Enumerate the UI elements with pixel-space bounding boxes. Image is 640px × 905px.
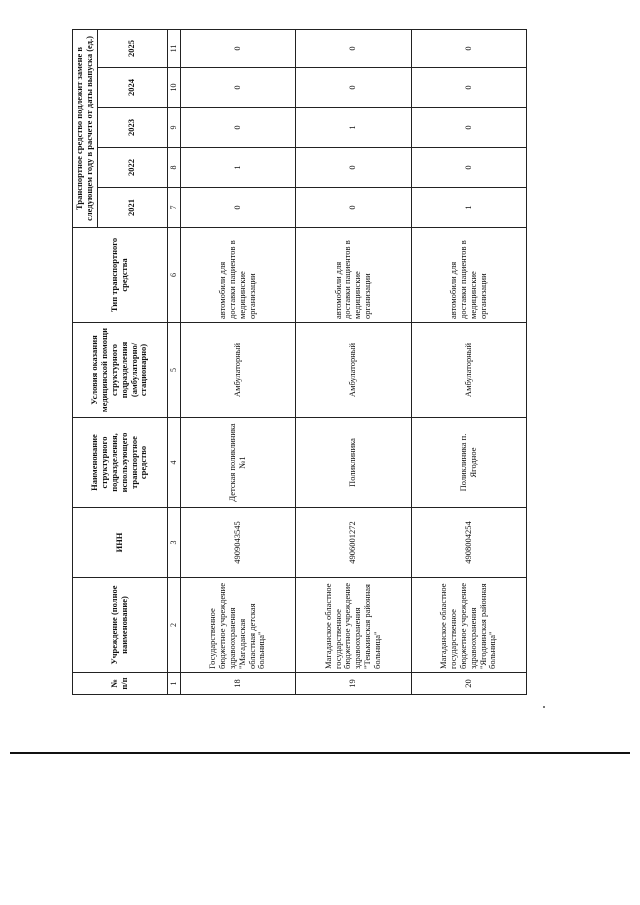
header-num: № п/п xyxy=(73,673,168,695)
row-year-value: 0 xyxy=(411,148,527,188)
row-conditions: Амбулаторный xyxy=(411,323,527,418)
row-institution: Магаданское областное государственное бюджетное учреждение здравоохранения "Ягоднинская районная больница" xyxy=(411,578,527,673)
row-year-value: 0 xyxy=(296,68,411,108)
row-year-value: 0 xyxy=(411,68,527,108)
table-row xyxy=(411,29,527,694)
row-year-value: 0 xyxy=(180,188,295,228)
row-inn: 4908004254 xyxy=(411,508,527,578)
column-number: 5 xyxy=(167,323,180,418)
row-division: Поликлиника п. Ягодное xyxy=(411,418,527,508)
header-year: 2021 xyxy=(97,188,167,228)
row-year-value: 0 xyxy=(296,188,411,228)
row-inn: 4909043545 xyxy=(180,508,295,578)
row-year-value: 0 xyxy=(411,29,527,67)
row-year-value: 1 xyxy=(411,188,527,228)
rotated-table-container xyxy=(72,30,527,695)
row-year-value: 0 xyxy=(296,148,411,188)
column-number: 11 xyxy=(167,29,180,67)
header-replacement-group: Транспортное средство подлежит замене в следующем году в расчете от даты выпуска (ед.) xyxy=(73,29,98,227)
row-year-value: 0 xyxy=(180,68,295,108)
column-number: 3 xyxy=(167,508,180,578)
row-institution: Магаданское областное государственное бюджетное учреждение здравоохранения "Тенькинская районная больница" xyxy=(296,578,411,673)
row-year-value: 1 xyxy=(296,108,411,148)
header-year: 2025 xyxy=(97,29,167,67)
column-number: 1 xyxy=(167,673,180,695)
row-num: 20 xyxy=(411,673,527,695)
row-inn: 4906001272 xyxy=(296,508,411,578)
vehicle-replacement-table xyxy=(72,29,527,695)
row-num: 19 xyxy=(296,673,411,695)
header-year: 2024 xyxy=(97,68,167,108)
column-numbers-row xyxy=(167,29,180,694)
row-year-value: 0 xyxy=(180,29,295,67)
column-number: 10 xyxy=(167,68,180,108)
column-number: 6 xyxy=(167,228,180,323)
row-year-value: 0 xyxy=(180,108,295,148)
page-divider-line xyxy=(10,752,630,754)
row-vehicle-type: автомобили для доставки пациентов в медицинские организации xyxy=(180,228,295,323)
column-number: 4 xyxy=(167,418,180,508)
column-number: 2 xyxy=(167,578,180,673)
header-year: 2022 xyxy=(97,148,167,188)
header-year: 2023 xyxy=(97,108,167,148)
table-row xyxy=(180,29,295,694)
column-number: 7 xyxy=(167,188,180,228)
header-inn: ИНН xyxy=(73,508,168,578)
scan-speck xyxy=(543,706,545,708)
header-row xyxy=(73,29,98,694)
column-number: 9 xyxy=(167,108,180,148)
row-year-value: 0 xyxy=(411,108,527,148)
row-division: Поликлиника xyxy=(296,418,411,508)
row-num: 18 xyxy=(180,673,295,695)
header-conditions: Условия оказания медицинской помощи структурного подразделения (амбулаторно/ стационарно) xyxy=(73,323,168,418)
table-row xyxy=(296,29,411,694)
row-vehicle-type: автомобили для доставки пациентов в медицинские организации xyxy=(411,228,527,323)
column-number: 8 xyxy=(167,148,180,188)
row-conditions: Амбулаторный xyxy=(296,323,411,418)
header-vehicle-type: Тип транспортного средства xyxy=(73,228,168,323)
row-institution: Государственное бюджетное учреждение здравоохранения "Магаданская областная детская больница" xyxy=(180,578,295,673)
row-conditions: Амбулаторный xyxy=(180,323,295,418)
row-vehicle-type: автомобили для доставки пациентов в медицинские организации xyxy=(296,228,411,323)
row-division: Детская поликлиника №1 xyxy=(180,418,295,508)
row-year-value: 1 xyxy=(180,148,295,188)
row-year-value: 0 xyxy=(296,29,411,67)
header-division: Наименование структурного подразделения, использующего транспортное средство xyxy=(73,418,168,508)
header-institution: Учреждение (полное наименование) xyxy=(73,578,168,673)
